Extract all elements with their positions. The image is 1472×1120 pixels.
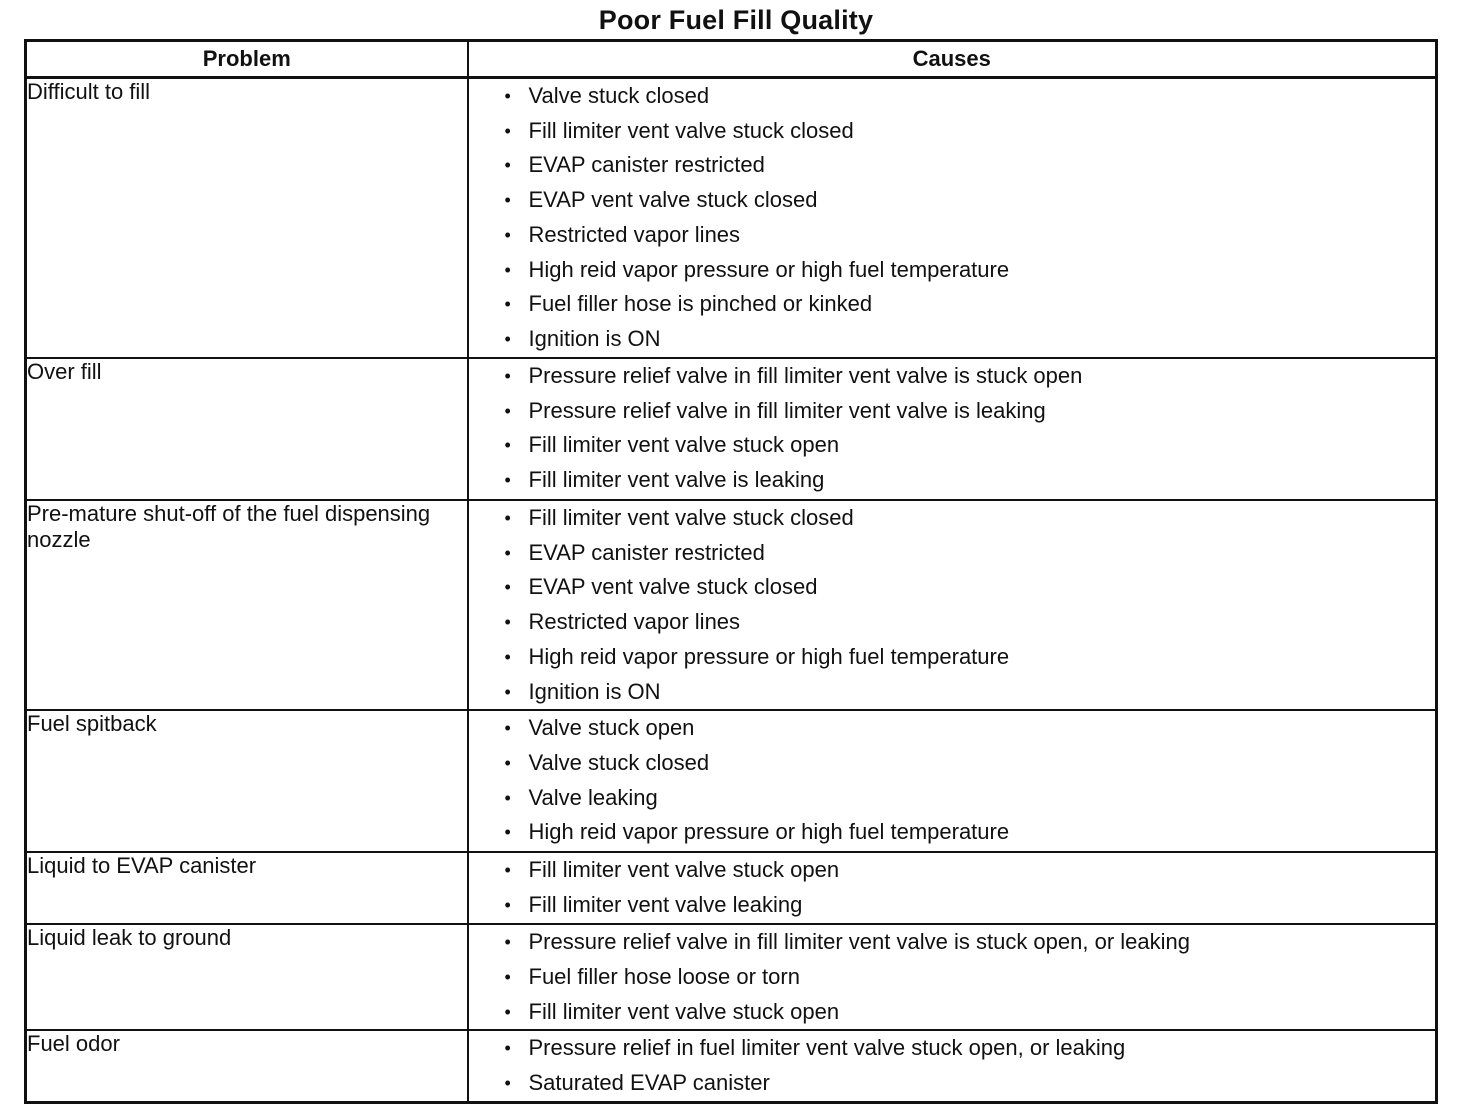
bullet-icon: • — [504, 646, 511, 667]
cause-item — [505, 359, 1436, 394]
cause-text: Fuel filler hose loose or torn — [528, 963, 800, 989]
cause-item — [505, 925, 1436, 960]
cause-text: EVAP canister restricted — [528, 152, 765, 178]
cause-item — [505, 1031, 1436, 1066]
cause-item — [505, 463, 1436, 498]
cause-item — [505, 605, 1436, 640]
table-row — [26, 500, 1437, 710]
problem-cell: Fuel spitback — [26, 710, 468, 852]
bullet-icon: • — [504, 1001, 511, 1022]
bullet-icon: • — [504, 224, 511, 245]
table-row — [26, 852, 1437, 924]
cause-item — [505, 888, 1436, 923]
problem-cell: Difficult to fill — [26, 78, 468, 359]
bullet-icon: • — [504, 294, 511, 315]
cause-item — [505, 428, 1436, 463]
cause-item — [505, 995, 1436, 1030]
fuel-fill-diagnosis-table — [24, 39, 1438, 1104]
cause-item — [505, 815, 1436, 850]
cause-item — [505, 781, 1436, 816]
cause-text: Pressure relief valve in fill limiter vent valve is stuck open — [528, 363, 1083, 388]
cause-text: EVAP vent valve stuck closed — [528, 187, 818, 213]
table-row — [26, 1030, 1437, 1103]
causes-cell — [468, 358, 1437, 500]
table-row — [26, 710, 1437, 852]
cause-item — [505, 711, 1436, 746]
problem-cell: Liquid leak to ground — [26, 924, 468, 1030]
table-row — [26, 924, 1437, 1030]
problem-cell: Pre-mature shut-off of the fuel dispensing nozzle — [26, 500, 468, 710]
cause-item — [505, 960, 1436, 995]
cause-text: Restricted vapor lines — [528, 221, 741, 247]
bullet-icon: • — [504, 508, 511, 528]
cause-item — [505, 148, 1436, 183]
table-row — [26, 78, 1437, 359]
bullet-icon: • — [504, 155, 511, 176]
bullet-icon: • — [504, 1038, 511, 1059]
cause-list — [469, 711, 1436, 850]
cause-text: High reid vapor pressure or high fuel temperature — [528, 256, 1010, 282]
cause-item — [505, 253, 1436, 288]
cause-item — [505, 322, 1436, 357]
cause-text: Valve stuck closed — [528, 749, 710, 775]
cause-text: Pressure relief valve in fill limiter vent valve is stuck open, or leaking — [528, 929, 1190, 955]
bullet-icon: • — [504, 822, 511, 843]
bullet-icon: • — [504, 366, 511, 386]
cause-text: Fill limiter vent valve is leaking — [528, 467, 825, 493]
cause-text: Valve stuck open — [528, 715, 695, 741]
cause-item — [505, 1066, 1436, 1101]
cause-text: Fill limiter vent valve stuck closed — [528, 505, 854, 530]
bullet-icon: • — [504, 542, 511, 563]
cause-text: Fill limiter vent valve stuck closed — [528, 117, 854, 143]
bullet-icon: • — [504, 190, 511, 211]
cause-item — [505, 287, 1436, 322]
cause-text: Fill limiter vent valve leaking — [528, 891, 803, 917]
cause-text: Fill limiter vent valve stuck open — [528, 998, 840, 1024]
cause-text: Ignition is ON — [528, 325, 661, 351]
cause-item — [505, 218, 1436, 253]
problem-cell: Over fill — [26, 358, 468, 500]
bullet-icon: • — [504, 932, 511, 953]
problem-column-header: Problem — [26, 41, 468, 78]
cause-text: EVAP canister restricted — [528, 539, 765, 565]
causes-cell — [468, 78, 1437, 359]
document-title: Poor Fuel Fill Quality — [598, 5, 874, 35]
causes-cell — [468, 500, 1437, 710]
problem-cell: Liquid to EVAP canister — [26, 852, 468, 924]
causes-cell — [468, 924, 1437, 1030]
cause-list — [469, 853, 1436, 922]
cause-text: Pressure relief in fuel limiter vent valve stuck open, or leaking — [528, 1035, 1126, 1061]
causes-cell — [468, 1030, 1437, 1103]
causes-cell — [468, 710, 1437, 852]
table-header-row — [26, 41, 1437, 78]
cause-list — [469, 359, 1436, 498]
bullet-icon: • — [504, 328, 511, 349]
bullet-icon: • — [504, 966, 511, 987]
bullet-icon: • — [504, 400, 511, 421]
cause-item — [505, 570, 1436, 605]
cause-text: High reid vapor pressure or high fuel temperature — [528, 643, 1010, 669]
table-row — [26, 358, 1437, 500]
cause-text: Fuel filler hose is pinched or kinked — [528, 291, 873, 317]
cause-item — [505, 853, 1436, 888]
cause-item — [505, 640, 1436, 675]
cause-text: Restricted vapor lines — [528, 609, 741, 635]
bullet-icon: • — [504, 860, 511, 881]
cause-item — [505, 183, 1436, 218]
cause-text: EVAP vent valve stuck closed — [528, 574, 818, 600]
cause-text: Pressure relief valve in fill limiter vent valve is leaking — [528, 397, 1046, 423]
bullet-icon: • — [504, 612, 511, 633]
cause-list — [469, 925, 1436, 1029]
cause-item — [505, 675, 1436, 710]
bullet-icon: • — [504, 259, 511, 280]
cause-item — [505, 79, 1436, 114]
cause-list — [469, 79, 1436, 357]
bullet-icon: • — [504, 470, 511, 491]
cause-item — [505, 746, 1436, 781]
bullet-icon: • — [504, 435, 511, 456]
causes-cell — [468, 852, 1437, 924]
cause-text: Valve stuck closed — [528, 83, 710, 108]
cause-item — [505, 536, 1436, 571]
cause-text: Valve leaking — [528, 784, 658, 810]
bullet-icon: • — [504, 120, 511, 141]
bullet-icon: • — [504, 752, 511, 773]
causes-column-header: Causes — [468, 41, 1437, 78]
cause-text: Fill limiter vent valve stuck open — [528, 857, 840, 883]
cause-text: Saturated EVAP canister — [528, 1070, 770, 1096]
bullet-icon: • — [504, 86, 511, 106]
cause-item — [505, 394, 1436, 429]
cause-list — [469, 501, 1436, 709]
bullet-icon: • — [504, 1073, 511, 1094]
bullet-icon: • — [504, 718, 511, 739]
cause-list — [469, 1031, 1436, 1100]
cause-item — [505, 114, 1436, 149]
bullet-icon: • — [504, 894, 511, 915]
bullet-icon: • — [504, 681, 511, 702]
cause-text: Ignition is ON — [528, 678, 661, 704]
bullet-icon: • — [504, 787, 511, 808]
problem-cell: Fuel odor — [26, 1030, 468, 1103]
cause-text: High reid vapor pressure or high fuel temperature — [528, 819, 1010, 845]
bullet-icon: • — [504, 577, 511, 598]
cause-item — [505, 501, 1436, 536]
cause-text: Fill limiter vent valve stuck open — [528, 432, 840, 458]
